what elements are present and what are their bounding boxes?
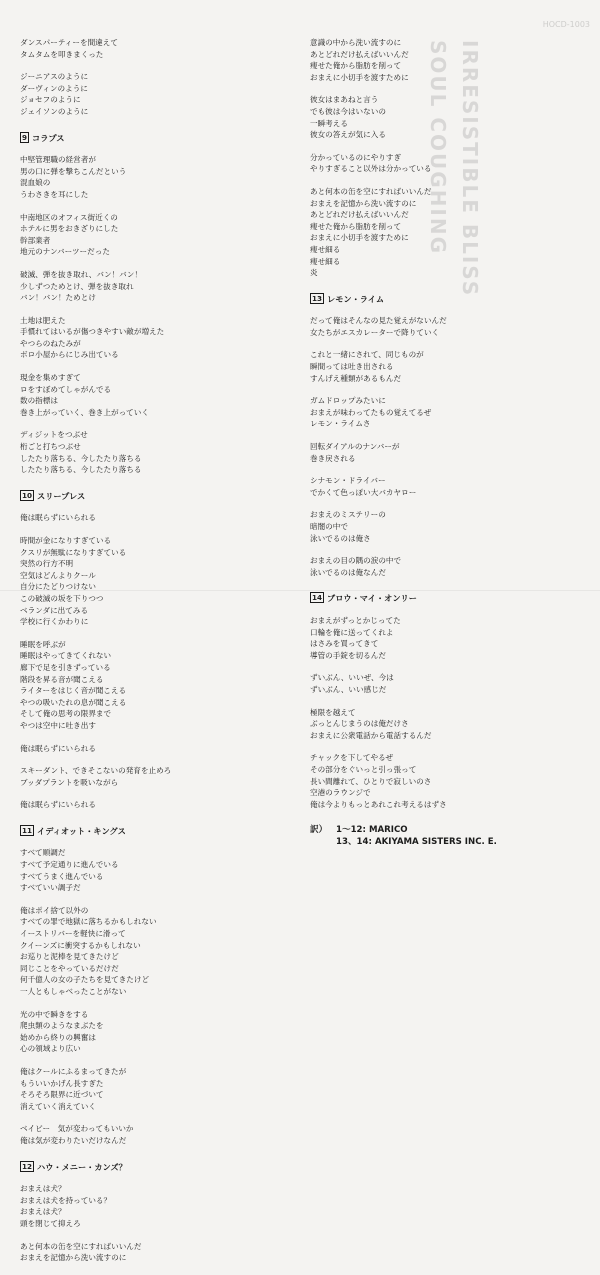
lyric-line: 口輪を俺に送ってくれよ bbox=[310, 627, 394, 637]
song-title-text: ブロウ・マイ・オンリー bbox=[327, 593, 417, 604]
lyric-line: 泳いでるのは俺さ bbox=[310, 533, 371, 543]
lyric-line: おまえに小切手を渡すために bbox=[310, 233, 409, 243]
lyric-line: 痩せ細る bbox=[310, 256, 341, 266]
lyric-line: そして俺の思考の限界まで bbox=[20, 709, 112, 719]
lyric-line: そろそろ限界に近づいて bbox=[20, 1090, 104, 1100]
lyric-line: スキーダント、できそこないの発育を止めろ bbox=[20, 766, 172, 776]
lyric-stanza bbox=[310, 315, 595, 338]
lyric-stanza bbox=[310, 152, 595, 175]
lyric-stanza bbox=[20, 1123, 290, 1146]
track-number-box: 14 bbox=[312, 593, 323, 603]
lyric-line: 混血娘の bbox=[20, 178, 51, 188]
lyric-line: でも彼は今はいないの bbox=[310, 106, 386, 116]
lyric-line: ガムドロップみたいに bbox=[310, 396, 386, 406]
lyric-line: この破滅の坂を下りつつ bbox=[20, 593, 104, 603]
lyric-line: うわさきを耳にした bbox=[20, 189, 89, 199]
lyric-line: 俺はポイ捨て以外の bbox=[20, 905, 89, 915]
lyric-line: 痩せ細る bbox=[310, 244, 341, 254]
credit-label: 訳） bbox=[310, 825, 328, 836]
lyric-line: 突然の行方不明 bbox=[20, 559, 74, 569]
track-number-box: 12 bbox=[22, 1161, 33, 1171]
lyric-line: 睡眠を呼ぶが bbox=[20, 639, 66, 649]
lyric-line: 巻き上がっていく、巻き上がっていく bbox=[20, 407, 149, 417]
song-title bbox=[310, 293, 595, 306]
lyric-line: その部分をぐいっと引っ張って bbox=[310, 764, 417, 774]
lyric-line: おまえに公衆電話から電話するんだ bbox=[310, 730, 432, 740]
lyric-line: 土地は肥えた bbox=[20, 315, 66, 325]
song-title bbox=[20, 1161, 290, 1174]
lyric-line: 睡眠はやってきてくれない bbox=[20, 651, 112, 661]
lyric-stanza bbox=[310, 555, 595, 578]
lyric-stanza bbox=[20, 512, 290, 524]
lyric-line: おまえを記憶から洗い流すのに bbox=[20, 1253, 127, 1263]
lyric-line: あと何本の缶を空にすればいいんだ bbox=[310, 186, 432, 196]
lyric-line: これと一緒にされて、同じものが bbox=[310, 350, 424, 360]
lyric-line: 現金を集めすぎて bbox=[20, 373, 81, 383]
lyric-stanza bbox=[20, 269, 290, 304]
lyric-line: お巡りと泥棒を見てきたけど bbox=[20, 952, 119, 962]
lyric-stanza bbox=[20, 765, 290, 788]
lyric-stanza bbox=[310, 752, 595, 810]
lyric-line: ダンスパーティーを間違えて bbox=[20, 38, 118, 47]
lyric-line: 破滅、弾を抜き取れ、バン！バン！ bbox=[20, 269, 142, 279]
lyric-line: 俺は眠らずにいられる bbox=[20, 513, 96, 523]
lyric-line: したたり落ちる、今したたり落ちる bbox=[20, 453, 142, 463]
lyric-line: 巻き戻される bbox=[310, 453, 356, 463]
lyric-line: 瞬間っては吐き出される bbox=[310, 362, 394, 372]
lyric-stanza bbox=[20, 1009, 290, 1055]
song-title bbox=[20, 132, 290, 145]
lyric-line: 彼女はまあねと言う bbox=[310, 95, 379, 105]
lyric-line: あと何本の缶を空にすればいいんだ bbox=[20, 1241, 142, 1251]
lyric-line: 廊下で足を引きずっている bbox=[20, 662, 111, 672]
lyric-line: タムタムを叩きまくった bbox=[20, 49, 104, 59]
lyric-stanza bbox=[20, 154, 290, 200]
lyric-line: ダーヴィンのように bbox=[20, 83, 88, 93]
lyric-line: だって俺はそんなの見た覚えがないんだ bbox=[310, 316, 447, 326]
left-intro-lyrics bbox=[20, 37, 290, 118]
lyric-line: 回転ダイアルのナンバーが bbox=[310, 442, 400, 452]
lyric-line: 少しずつためとけ、弾を抜き取れ bbox=[20, 281, 134, 291]
lyric-line: 一瞬考える bbox=[310, 118, 348, 128]
lyric-line: 時間が金になりすぎている bbox=[20, 536, 112, 545]
lyric-stanza bbox=[310, 395, 595, 430]
lyric-stanza bbox=[20, 847, 290, 893]
lyric-line: おまえを記憶から洗い流すのに bbox=[310, 198, 417, 208]
song-title bbox=[20, 825, 290, 838]
lyric-line: 手慣れてはいるが傷つきやすい敵が増えた bbox=[20, 327, 165, 337]
lyric-line: おまえがずっとかじってた bbox=[310, 615, 401, 625]
lyric-line: おまえは犬を持っている？ bbox=[20, 1195, 112, 1205]
lyric-line: 地元のナンバーツーだった bbox=[20, 247, 110, 257]
right-continued-lyrics bbox=[310, 37, 595, 279]
lyric-stanza bbox=[20, 37, 290, 60]
lyric-line: 爬虫類のようなまぶたを bbox=[20, 1021, 104, 1031]
lyric-line: 俺はクールにふるまってきたが bbox=[20, 1066, 127, 1076]
song-title bbox=[310, 592, 595, 605]
lyric-line: 意識の中から洗い流すのに bbox=[310, 38, 402, 47]
lyric-stanza bbox=[310, 349, 595, 384]
song-section bbox=[20, 490, 290, 811]
lyric-line: 泳いでるのは俺なんだ bbox=[310, 567, 386, 577]
lyric-line: おまえが味わってたもの覚えてるぜ bbox=[310, 407, 432, 417]
song-title-text: スリープレス bbox=[37, 490, 86, 501]
lyric-line: 俺は気が変わりたいだけなんだ bbox=[20, 1135, 127, 1145]
lyric-line: 暗闇の中で bbox=[310, 522, 348, 531]
lyric-line: やりすぎること以外は分かっている bbox=[310, 164, 432, 174]
lyric-line: あとどれだけ払えばいいんだ bbox=[310, 210, 409, 220]
song-title-text: ハウ・メニー・カンズ？ bbox=[37, 1161, 127, 1172]
lyric-line: ブッダプラントを吸いながら bbox=[20, 777, 119, 787]
lyric-stanza bbox=[20, 71, 290, 117]
lyric-stanza bbox=[20, 799, 290, 811]
lyric-line: 頭を閉じて抑えろ bbox=[20, 1218, 81, 1228]
song-section bbox=[310, 592, 595, 810]
lyric-line: クイーンズに衝突するかもしれない bbox=[20, 940, 141, 950]
lyric-line: 桁ごと打ちつぶせ bbox=[20, 442, 81, 452]
lyric-line: ロをすぼめてしゃがんでる bbox=[20, 384, 112, 394]
lyric-line: ホテルに男をおきざりにした bbox=[20, 224, 119, 234]
lyric-line: 光の中で瞬きをする bbox=[20, 1009, 89, 1019]
lyric-stanza bbox=[310, 707, 595, 742]
lyric-stanza bbox=[20, 1241, 290, 1264]
lyric-line: 中南地区のオフィス街近くの bbox=[20, 212, 118, 222]
lyric-line: 空気はどんよりクール bbox=[20, 570, 96, 580]
lyric-line: おまえの目の隅の涙の中で bbox=[310, 556, 402, 566]
lyric-line: 極限を越えて bbox=[310, 707, 356, 717]
lyric-line: 俺は眠らずにいられる bbox=[20, 743, 96, 753]
lyric-line: 分かっているのにやりすぎ bbox=[310, 152, 402, 162]
lyric-stanza bbox=[20, 535, 290, 628]
lyric-stanza bbox=[20, 372, 290, 418]
credit-line-1 bbox=[310, 824, 595, 836]
lyric-line: すべて順調だ bbox=[20, 848, 66, 858]
lyric-line: やつの吸いたれの息が聞こえる bbox=[20, 697, 127, 707]
lyric-stanza bbox=[310, 672, 595, 695]
lyric-line: 一人ともしゃべったことがない bbox=[20, 987, 127, 996]
lyric-stanza bbox=[310, 475, 595, 498]
lyric-line: でかくて色っぽい大バカヤロー bbox=[310, 487, 417, 497]
left-lyrics-column bbox=[20, 0, 290, 1275]
lyric-line: ディジットをつぶせ bbox=[20, 430, 88, 440]
lyric-line: 俺は今よりもっとあれこれ考えるはずさ bbox=[310, 799, 447, 809]
lyric-line: ぶっとんじまうのは俺だけさ bbox=[310, 719, 409, 729]
lyric-line: すんげえ種類があるもんだ bbox=[310, 373, 402, 383]
lyric-line: シナモン・ドライバー bbox=[310, 476, 386, 486]
lyric-line: 何千億人の女の子たちを見てきたけど bbox=[20, 975, 150, 985]
track-number-box: 13 bbox=[312, 293, 323, 303]
lyric-line: 俺は眠らずにいられる bbox=[20, 800, 96, 810]
lyric-line: おまえは犬？ bbox=[20, 1184, 66, 1194]
song-section bbox=[20, 132, 290, 476]
lyric-line: おまえは犬？ bbox=[20, 1207, 66, 1217]
lyric-line: 女たちがエスカレーターで降りていく bbox=[310, 327, 440, 337]
lyric-stanza bbox=[20, 429, 290, 475]
ghost-title-2: IRRESISTIBLE BLISS bbox=[458, 40, 482, 298]
lyric-line: チャックを下してやるぜ bbox=[310, 753, 394, 763]
lyric-line: すべてうまく進んでいる bbox=[20, 871, 104, 881]
song-title-text: イディオット・キングス bbox=[37, 825, 126, 836]
lyric-stanza bbox=[310, 615, 595, 661]
lyric-line: 男の口に弾を撃ちこんだという bbox=[20, 166, 127, 176]
lyric-line: やつらのねたみが bbox=[20, 338, 81, 348]
lyric-line: おまえに小切手を渡すために bbox=[310, 72, 409, 82]
lyric-line: ベイビー 気が変わってもいいか bbox=[20, 1124, 134, 1134]
lyric-line: 長い間離れて、ひとりで寂しいのさ bbox=[310, 776, 432, 786]
lyric-line: ライターをはじく音が聞こえる bbox=[20, 686, 127, 696]
translation-credit bbox=[310, 824, 595, 848]
track-number-box: 9 bbox=[22, 132, 28, 142]
lyric-line: 消えていく消えていく bbox=[20, 1101, 96, 1111]
lyric-line: 心の領域より広い bbox=[20, 1044, 81, 1054]
lyric-stanza bbox=[20, 905, 290, 998]
lyric-line: レモン・ライムさ bbox=[310, 419, 371, 429]
right-lyrics-column bbox=[310, 0, 595, 848]
lyric-line: 数の指標は bbox=[20, 396, 58, 406]
lyric-line: はさみを買ってきて bbox=[310, 639, 379, 649]
lyric-stanza bbox=[310, 441, 595, 464]
lyric-line: あとどれだけ払えばいいんだ bbox=[310, 49, 409, 59]
lyric-stanza bbox=[20, 212, 290, 258]
song-section bbox=[20, 825, 290, 1147]
lyric-line: 学校に行くかわりに bbox=[20, 617, 89, 627]
lyric-line: 階段を昇る音が聞こえる bbox=[20, 674, 104, 684]
credit-text-1: 1〜12: MARICO bbox=[336, 825, 408, 836]
lyric-line: ジェイソンのように bbox=[20, 106, 89, 116]
lyric-line: 痩せた俺から脂肪を削って bbox=[310, 221, 402, 231]
lyric-line: 炎 bbox=[310, 268, 318, 278]
song-title-text: レモン・ライム bbox=[327, 293, 385, 304]
lyric-stanza bbox=[310, 509, 595, 544]
lyric-line: すべていい調子だ bbox=[20, 883, 81, 893]
lyric-line: 同じことをやっているだけだ bbox=[20, 963, 119, 973]
lyric-line: イーストリバーを軽快に滑って bbox=[20, 929, 126, 939]
lyric-line: ベランダに出てみる bbox=[20, 605, 89, 615]
lyric-line: ジョセフのように bbox=[20, 95, 81, 105]
lyric-line: 導管の手錠を切るんだ bbox=[310, 650, 386, 660]
lyric-line: ずいぶん、いいぜ、今は bbox=[310, 673, 394, 683]
lyric-stanza bbox=[310, 94, 595, 140]
song-title-text: コラプス bbox=[32, 132, 65, 143]
lyric-line: 彼女の答えが気に入る bbox=[310, 130, 386, 140]
lyric-stanza bbox=[310, 186, 595, 279]
lyric-line: 痩せた俺から脂肪を削って bbox=[310, 61, 402, 71]
lyric-line: ボロ小屋からにじみ出ている bbox=[20, 350, 119, 360]
ghost-title-1: SOUL COUGHING bbox=[426, 40, 450, 256]
lyric-stanza bbox=[20, 743, 290, 755]
track-number-box: 11 bbox=[22, 825, 33, 835]
credit-line-2: 13、14: AKIYAMA SISTERS INC. E. bbox=[336, 837, 497, 848]
lyric-line: 中堅管理職の経営者が bbox=[20, 155, 96, 165]
track-number-box: 10 bbox=[22, 490, 33, 500]
lyric-stanza bbox=[310, 37, 595, 83]
lyric-stanza bbox=[20, 1183, 290, 1229]
song-title bbox=[20, 490, 290, 503]
lyric-line: 自分にたどりつけない bbox=[20, 582, 96, 592]
lyric-stanza bbox=[20, 1066, 290, 1112]
song-section bbox=[20, 1161, 290, 1264]
lyric-stanza bbox=[20, 315, 290, 361]
lyric-line: バン！バン！ためとけ bbox=[20, 293, 96, 303]
lyric-line: すべての罪で地獄に落ちるかもしれない bbox=[20, 917, 157, 927]
lyric-line: もういいかげん長すぎた bbox=[20, 1078, 104, 1088]
lyric-line: やつは空中に吐き出す bbox=[20, 720, 96, 730]
lyric-line: 空港のラウンジで bbox=[310, 788, 371, 798]
song-section bbox=[310, 293, 595, 579]
lyric-line: すべて予定通りに進んでいる bbox=[20, 860, 119, 870]
lyric-line: ずいぶん、いい感じだ bbox=[310, 684, 387, 694]
catalog-number: HOCD-1003 bbox=[542, 20, 590, 29]
lyric-line: クスリが無駄になりすぎている bbox=[20, 547, 127, 557]
lyric-stanza bbox=[20, 639, 290, 732]
lyric-line: ジーニアスのように bbox=[20, 72, 89, 82]
lyric-line: 幹部業者 bbox=[20, 235, 51, 245]
lyric-line: したたり落ちる、今したたり落ちる bbox=[20, 465, 142, 475]
lyric-line: 始めから終りの興奮は bbox=[20, 1032, 96, 1042]
lyric-line: おまえのミステリーの bbox=[310, 510, 386, 520]
